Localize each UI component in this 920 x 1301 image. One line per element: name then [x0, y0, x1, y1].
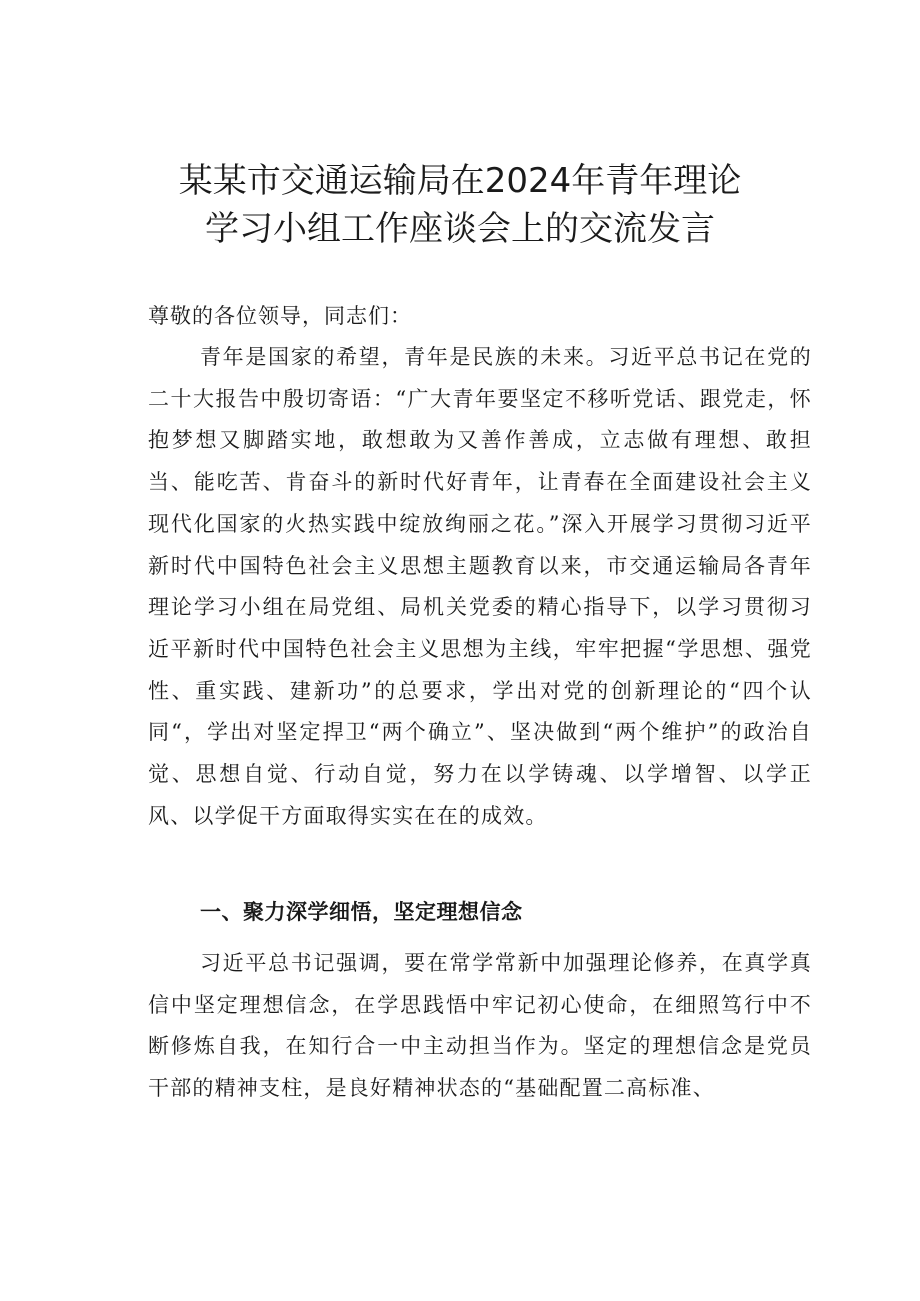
salutation: 尊敬的各位领导，同志们： — [148, 304, 412, 328]
section-heading-1: 一、聚力深学细悟，坚定理想信念 — [200, 900, 523, 924]
body-paragraph-1: 青年是国家的希望，青年是民族的未来。习近平总书记在党的二十大报告中殷切寄语：“广大青年要坚定不移听党话、跟党走，怀抱梦想又脚踏实地，敢想敢为又善作善成，立志做有理想、敢担当、能吃苦、肯奋斗的新时代好青年，让青春在全面建设社会主义现代化国家的火热实践中绽放绚丽之花。”深入开展学习贯彻习近平新时代中国特色社会主义思想主题教育以来，市交通运输局各青年理论学习小组在局党组、局机关党委的精心指导下，以学习贯彻习近平新时代中国特色社会主义思想为主线，牢牢把握“学思想、强党性、重实践、建新功”的总要求，学出对党的创新理论的“四个认同“，学出对坚定捍卫“两个确立”、坚决做到“两个维护”的政治自觉、思想自觉、行动自觉，努力在以学铸魂、以学增智、以学正风、以学促干方面取得实实在在的成效。 — [148, 345, 812, 828]
document-title-line-2: 学习小组工作座谈会上的交流发言 — [205, 209, 715, 249]
document-title-line-1: 某某市交通运输局在2024年青年理论 — [178, 161, 742, 201]
body-paragraph-2: 习近平总书记强调，要在常学常新中加强理论修养，在真学真信中坚定理想信念，在学思践悟中牢记初心使命，在细照笃行中不断修炼自我，在知行合一中主动担当作为。坚定的理想信念是党员干部的精神支柱，是良好精神状态的“基础配置二高标准、 — [148, 951, 812, 1101]
